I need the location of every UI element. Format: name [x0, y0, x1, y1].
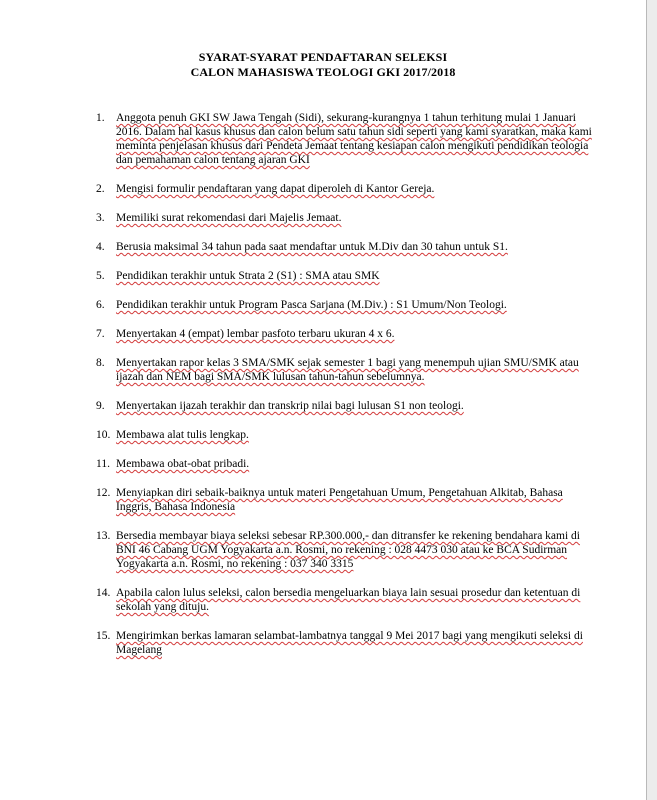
requirement-text: Mengisi formulir pendaftaran yang dapat diperoleh di Kantor Gereja.: [116, 183, 435, 195]
requirement-item: [96, 428, 596, 442]
requirement-item: [96, 327, 596, 341]
requirement-number: 7.: [96, 328, 105, 340]
requirement-text: Berusia maksimal 34 tahun pada saat mendaftar untuk M.Div dan 30 tahun untuk S1.: [116, 241, 508, 253]
document-title: [0, 50, 646, 80]
requirement-item: [96, 269, 596, 283]
requirement-item: [96, 486, 596, 514]
requirement-text: Membawa obat-obat pribadi.: [116, 458, 250, 470]
requirement-number: 13.: [96, 530, 111, 542]
requirement-item: [96, 211, 596, 225]
requirement-item: [96, 111, 596, 167]
requirement-text: Memiliki surat rekomendasi dari Majelis Jemaat.: [116, 212, 342, 224]
requirement-text: Menyertakan rapor kelas 3 SMA/SMK sejak semester 1 bagi yang menempuh ujian SMU/SMK atau ijazah dan NEM bagi SMA/SMK lulusan tahun-tahun sebelumnya.: [116, 357, 579, 383]
requirement-text: Pendidikan terakhir untuk Strata 2 (S1) : SMA atau SMK: [116, 270, 380, 282]
requirement-text: Anggota penuh GKI SW Jawa Tengah (Sidi), sekurang-kurangnya 1 tahun terhitung mulai 1 Januari 2016. Dalam hal kasus khusus dan calon belum satu tahun sidi seperti yang kami syaratkan, maka kami meminta penjelasan khusus dari Pendeta Jemaat tentang kesiapan calon mengikuti pendidikan teologia dan pemahaman calon tentang ajaran GKI: [116, 112, 592, 166]
requirement-item: [96, 529, 596, 571]
requirement-text: Apabila calon lulus seleksi, calon bersedia mengeluarkan biaya lain sesuai prosedur dan ketentuan di sekolah yang dituju.: [116, 587, 581, 613]
requirement-number: 3.: [96, 212, 105, 224]
title-line-2: CALON MAHASISWA TEOLOGI GKI 2017/2018: [190, 65, 456, 79]
requirement-number: 5.: [96, 270, 105, 282]
requirement-number: 1.: [96, 112, 105, 124]
requirement-number: 15.: [96, 630, 111, 642]
requirement-text: Bersedia membayar biaya seleksi sebesar RP.300.000,- dan ditransfer ke rekening bendahara kami di BNI 46 Cabang UGM Yogyakarta a.n. Rosmi, no rekening : 028 4473 030 atau ke BCA Sudirman Yogyakarta a.n. Rosmi, no rekening : 037 340 3315: [116, 530, 580, 570]
requirement-item: [96, 629, 596, 657]
requirement-text: Membawa alat tulis lengkap.: [116, 429, 249, 441]
requirement-text: Mengirimkan berkas lamaran selambat-lambatnya tanggal 9 Mei 2017 bagi yang mengikuti seleksi di Magelang: [116, 630, 583, 656]
requirement-number: 6.: [96, 299, 105, 311]
requirement-text: Menyertakan 4 (empat) lembar pasfoto terbaru ukuran 4 x 6.: [116, 328, 395, 340]
requirement-item: [96, 182, 596, 196]
requirements-list: [96, 111, 596, 672]
requirement-item: [96, 240, 596, 254]
requirement-number: 8.: [96, 357, 105, 369]
requirement-number: 9.: [96, 400, 105, 412]
requirement-number: 12.: [96, 487, 111, 499]
requirement-item: [96, 457, 596, 471]
requirement-item: [96, 399, 596, 413]
requirement-item: [96, 298, 596, 312]
requirement-number: 14.: [96, 587, 111, 599]
requirement-number: 4.: [96, 241, 105, 253]
requirement-number: 2.: [96, 183, 105, 195]
requirement-item: [96, 356, 596, 384]
title-line-1: SYARAT-SYARAT PENDAFTARAN SELEKSI: [198, 50, 448, 64]
requirement-text: Menyertakan ijazah terakhir dan transkrip nilai bagi lulusan S1 non teologi.: [116, 400, 464, 412]
requirement-item: [96, 586, 596, 614]
requirement-text: Menyiapkan diri sebaik-baiknya untuk materi Pengetahuan Umum, Pengetahuan Alkitab, Bahasa Inggris, Bahasa Indonesia: [116, 487, 563, 513]
page-gutter: [647, 0, 657, 800]
requirement-text: Pendidikan terakhir untuk Program Pasca Sarjana (M.Div.) : S1 Umum/Non Teologi.: [116, 299, 507, 311]
requirement-number: 11.: [96, 458, 110, 470]
requirement-number: 10.: [96, 429, 111, 441]
